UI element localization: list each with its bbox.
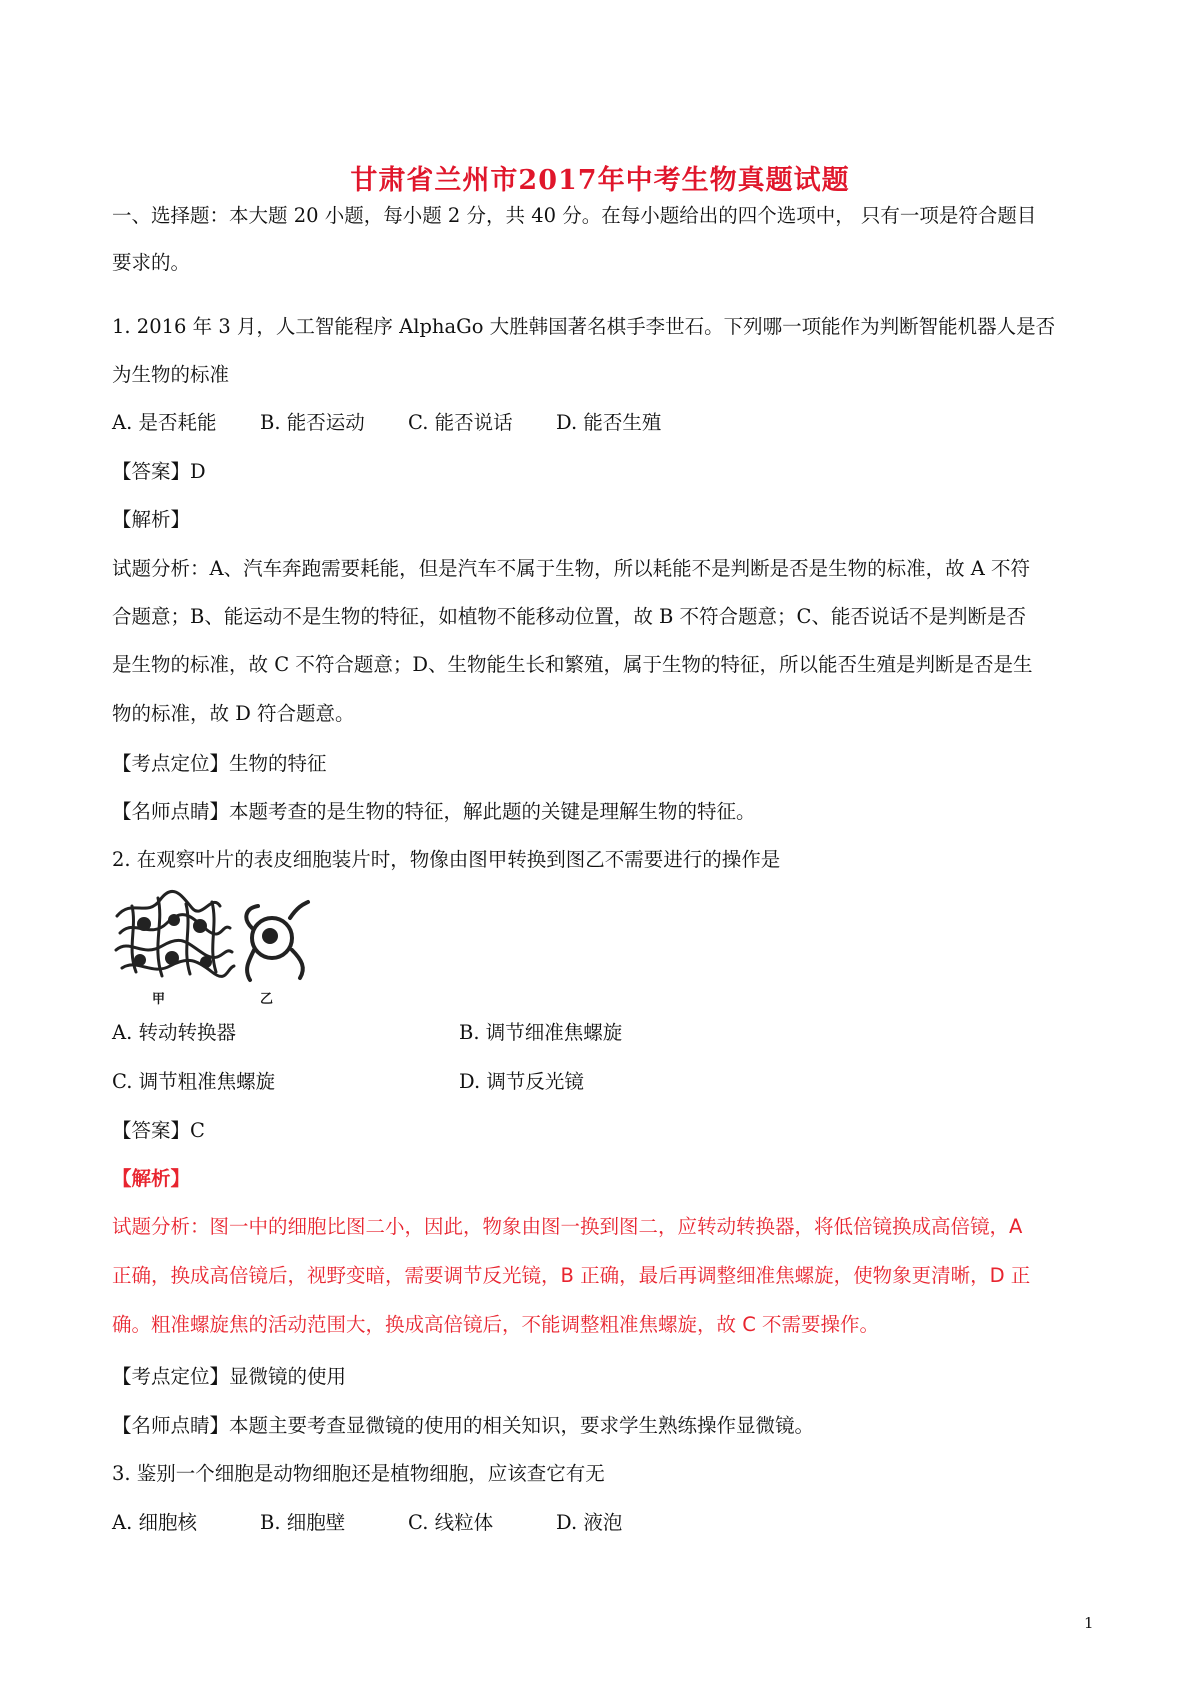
q1-analysis-line-2: 合题意；B、能运动不是生物的特征，如植物不能移动位置，故 B 不符合题意；C、能否说话不是判断是否	[112, 605, 1026, 628]
q3-option-b: B. 细胞壁	[260, 1511, 346, 1534]
q2-option-a: A. 转动转换器	[112, 1021, 236, 1044]
q1-option-b: B. 能否运动	[260, 411, 365, 434]
page-number: 1	[1084, 1614, 1094, 1632]
figure-label-a: 甲	[152, 992, 166, 1007]
q1-point: 【考点定位】生物的特征	[112, 752, 327, 775]
q3-stem: 3. 鉴别一个细胞是动物细胞还是植物细胞，应该查它有无	[112, 1462, 605, 1485]
page-title: 甘肃省兰州市2017年中考生物真题试题	[350, 165, 850, 196]
q2-analysis-line-1: 试题分析：图一中的细胞比图二小，因此，物象由图一换到图二，应转动转换器，将低倍镜换成高倍镜，A	[112, 1215, 1023, 1238]
q2-tip: 【名师点睛】本题主要考查显微镜的使用的相关知识，要求学生熟练操作显微镜。	[112, 1414, 815, 1437]
microscope-figure	[112, 888, 332, 1010]
cells-image	[112, 888, 332, 1010]
q1-analysis-heading: 【解析】	[112, 508, 191, 531]
q1-stem-line-2: 为生物的标准	[112, 363, 230, 386]
q2-options-row-1	[112, 1020, 622, 1046]
q1-option-d: D. 能否生殖	[556, 411, 662, 434]
q1-answer: 【答案】D	[112, 460, 206, 483]
q2-point: 【考点定位】显微镜的使用	[112, 1365, 347, 1388]
q2-options-row-2	[112, 1069, 584, 1095]
q3-option-d: D. 液泡	[556, 1511, 623, 1534]
q1-options	[112, 410, 661, 436]
q2-stem: 2. 在观察叶片的表皮细胞装片时，物像由图甲转换到图乙不需要进行的操作是	[112, 848, 781, 871]
q1-analysis-line-1: 试题分析：A、汽车奔跑需要耗能，但是汽车不属于生物，所以耗能不是判断是否是生物的标准，故 A 不符	[112, 557, 1031, 580]
q1-analysis-line-3: 是生物的标准，故 C 不符合题意；D、生物能生长和繁殖，属于生物的特征，所以能否生殖是判断是否是生	[112, 653, 1033, 676]
q1-option-a: A. 是否耗能	[112, 411, 217, 434]
q2-option-d: D. 调节反光镜	[459, 1070, 584, 1093]
q2-analysis-line-3: 确。粗准螺旋焦的活动范围大，换成高倍镜后，不能调整粗准焦螺旋，故 C 不需要操作。	[112, 1313, 880, 1336]
q2-option-c: C. 调节粗准焦螺旋	[112, 1070, 276, 1093]
q2-option-b: B. 调节细准焦螺旋	[459, 1021, 623, 1044]
q1-tip: 【名师点睛】本题考查的是生物的特征，解此题的关键是理解生物的特征。	[112, 800, 756, 823]
q1-analysis-line-4: 物的标准，故 D 符合题意。	[112, 702, 355, 725]
q3-options	[112, 1510, 622, 1536]
q1-option-c: C. 能否说话	[408, 411, 513, 434]
q2-analysis-line-2: 正确，换成高倍镜后，视野变暗，需要调节反光镜，B 正确，最后再调整细准焦螺旋，使物象更清晰，D 正	[112, 1264, 1031, 1287]
q2-analysis-heading: 【解析】	[112, 1167, 191, 1190]
section-heading-line-2: 要求的。	[112, 251, 191, 274]
q2-answer: 【答案】C	[112, 1119, 205, 1142]
section-heading-line-1: 一、选择题：本大题 20 小题，每小题 2 分，共 40 分。在每小题给出的四个选项中， 只有一项是符合题目	[112, 204, 1037, 227]
q3-option-a: A. 细胞核	[112, 1511, 197, 1534]
q3-option-c: C. 线粒体	[408, 1511, 494, 1534]
figure-label-b: 乙	[260, 992, 274, 1007]
q1-stem-line-1: 1. 2016 年 3 月，人工智能程序 AlphaGo 大胜韩国著名棋手李世石。下列哪一项能作为判断智能机器人是否	[112, 315, 1056, 338]
